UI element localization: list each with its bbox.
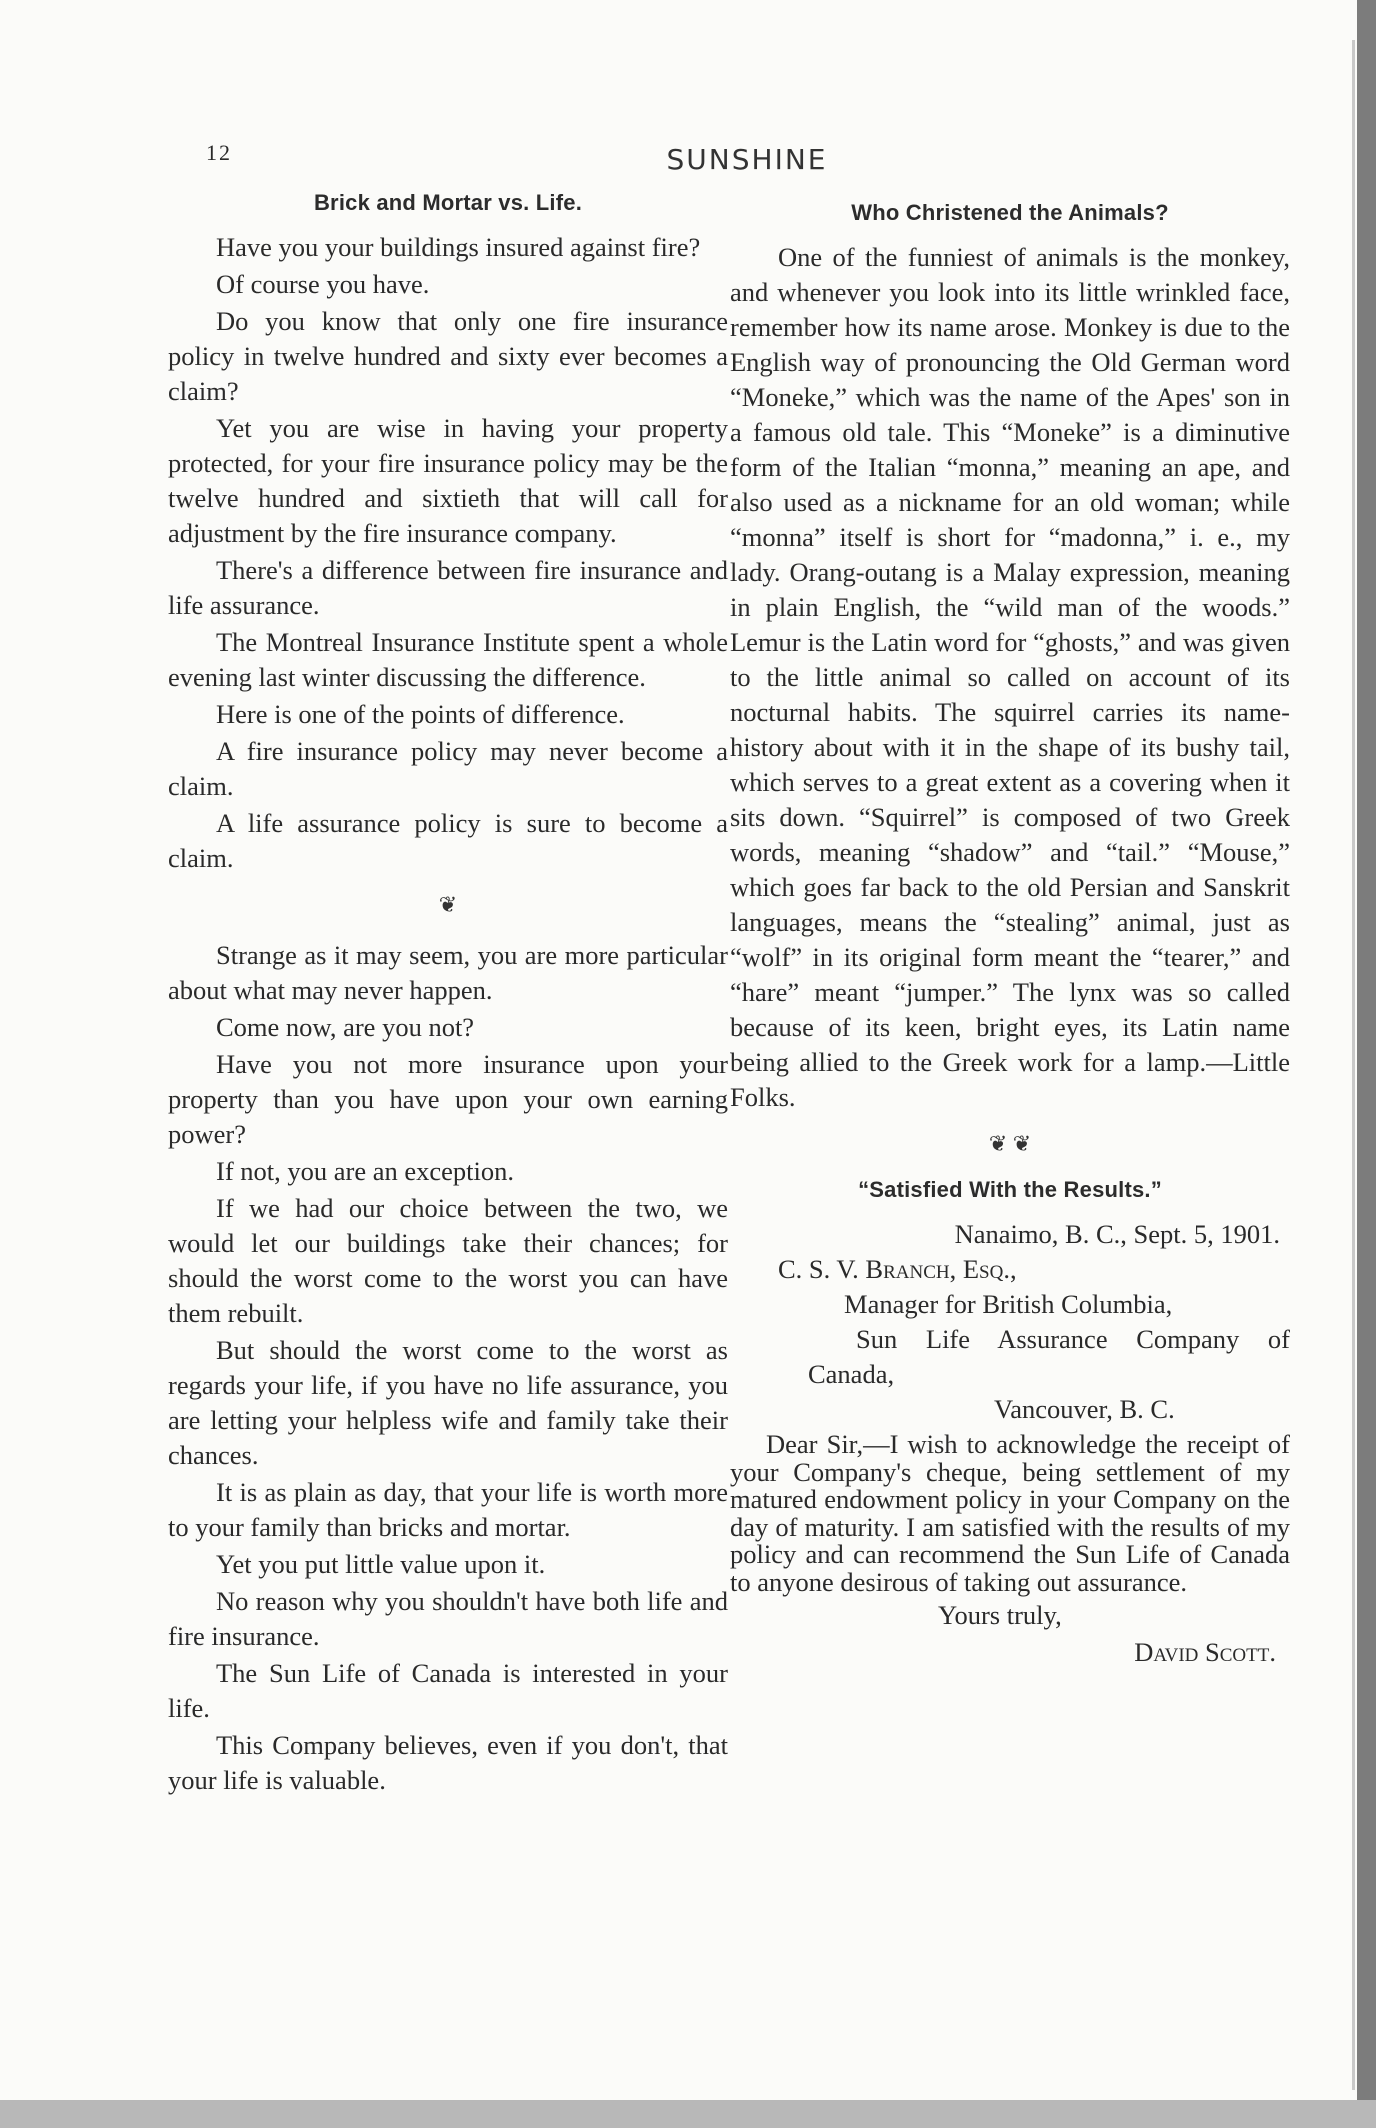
left-paragraph: Here is one of the points of difference. xyxy=(216,699,625,729)
letter-closing: Yours truly, xyxy=(938,1600,1062,1630)
right-column xyxy=(730,200,1290,1670)
left-paragraph: A life assurance policy is sure to become a claim. xyxy=(168,808,728,873)
running-head: SUNSHINE xyxy=(666,143,828,176)
left-paragraph: Have you your buildings insured against fire? xyxy=(216,232,701,262)
left-paragraph: There's a difference between fire insurance and life assurance. xyxy=(168,555,728,620)
left-paragraph: If not, you are an exception. xyxy=(216,1156,515,1186)
left-paragraph: Of course you have. xyxy=(216,269,430,299)
letter-recipient-city: Vancouver, B. C. xyxy=(994,1394,1175,1424)
letter-title: “Satisfied With the Results.” xyxy=(858,1177,1162,1202)
left-paragraph: No reason why you shouldn't have both life and fire insurance. xyxy=(168,1586,728,1651)
left-paragraph: The Sun Life of Canada is interested in your life. xyxy=(168,1658,728,1723)
fleuron-ornament: ❦ xyxy=(438,892,458,917)
left-paragraph: If we had our choice between the two, we would let our buildings take their chances; for should the worst come to the worst you can have them rebuilt. xyxy=(168,1193,728,1328)
letter-recipient-company: Sun Life Assurance Company of Canada, xyxy=(808,1324,1290,1389)
page-number: 12 xyxy=(206,140,232,165)
left-paragraph: Yet you are wise in having your property protected, for your fire insurance policy may be the twelve hundred and sixtieth that will call for adjustment by the fire insurance company. xyxy=(168,413,728,548)
left-paragraph: Do you know that only one fire insurance policy in twelve hundred and sixty ever becomes a claim? xyxy=(168,306,728,406)
left-article-title: Brick and Mortar vs. Life. xyxy=(313,190,583,215)
letter-body: Dear Sir,—I wish to acknowledge the receipt of your Company's cheque, being settlement of my matured endowment policy in your Company on the day of maturity. I am satisfied with the results of my policy and can recommend the Sun Life of Canada to anyone desirous of taking out assurance. xyxy=(730,1429,1290,1597)
letter xyxy=(730,1217,1290,1670)
left-column xyxy=(168,190,728,1800)
page-edge-shadow xyxy=(1352,40,1355,2090)
letter-signature: David Scott. xyxy=(1134,1637,1276,1667)
letter-dateline: Nanaimo, B. C., Sept. 5, 1901. xyxy=(954,1219,1280,1249)
right-article-title: Who Christened the Animals? xyxy=(851,200,1169,225)
fleuron-ornament-pair: ❦ ❦ xyxy=(988,1131,1032,1156)
left-paragraph: This Company believes, even if you don't, that your life is valuable. xyxy=(168,1730,728,1795)
left-paragraph: The Montreal Insurance Institute spent a whole evening last winter discussing the difference. xyxy=(168,627,728,692)
right-paragraph: One of the funniest of animals is the monkey, and whenever you look into its little wrinkled face, remember how its name arose. Monkey is due to the English way of pronouncing the Old German word “Moneke,” which was the name of the Apes' son in a famous old tale. This “Moneke” is a diminutive form of the Italian “monna,” meaning an ape, and also used as a nickname for an old woman; while “monna” itself is short for “madonna,” i. e., my lady. Orang-outang is a Malay expression, meaning in plain English, the “wild man of the woods.” Lemur is the Latin word for “ghosts,” and was given to the little animal so called on account of its nocturnal habits. The squirrel carries its name-history about with it in the shape of its bushy tail, which serves to a great extent as a covering when it sits down. “Squirrel” is composed of two Greek words, meaning “shadow” and “tail.” “Mouse,” which goes far back to the old Persian and Sanskrit languages, means the “stealing” animal, just as “wolf” in its original form meant the “tearer,” and “hare” meant “jumper.” The lynx was so called because of its keen, bright eyes, its Latin name being allied to the Greek work for a lamp.—Little Folks. xyxy=(730,242,1290,1112)
left-paragraph: But should the worst come to the worst as regards your life, if you have no life assurance, you are letting your helpless wife and family take their chances. xyxy=(168,1335,728,1470)
scan-border-right xyxy=(1357,0,1376,2128)
left-paragraph: A fire insurance policy may never become a claim. xyxy=(168,736,728,801)
left-paragraph: Yet you put little value upon it. xyxy=(216,1549,546,1579)
left-paragraph: It is as plain as day, that your life is worth more to your family than bricks and mortar. xyxy=(168,1477,728,1542)
left-paragraph: Strange as it may seem, you are more particular about what may never happen. xyxy=(168,940,728,1005)
letter-recipient-title: Manager for British Columbia, xyxy=(844,1289,1173,1319)
letter-recipient: C. S. V. Branch, Esq., xyxy=(778,1254,1017,1284)
left-paragraph: Have you not more insurance upon your property than you have upon your own earning power? xyxy=(168,1049,728,1149)
scan-border-bottom xyxy=(0,2100,1376,2128)
left-paragraph: Come now, are you not? xyxy=(216,1012,475,1042)
